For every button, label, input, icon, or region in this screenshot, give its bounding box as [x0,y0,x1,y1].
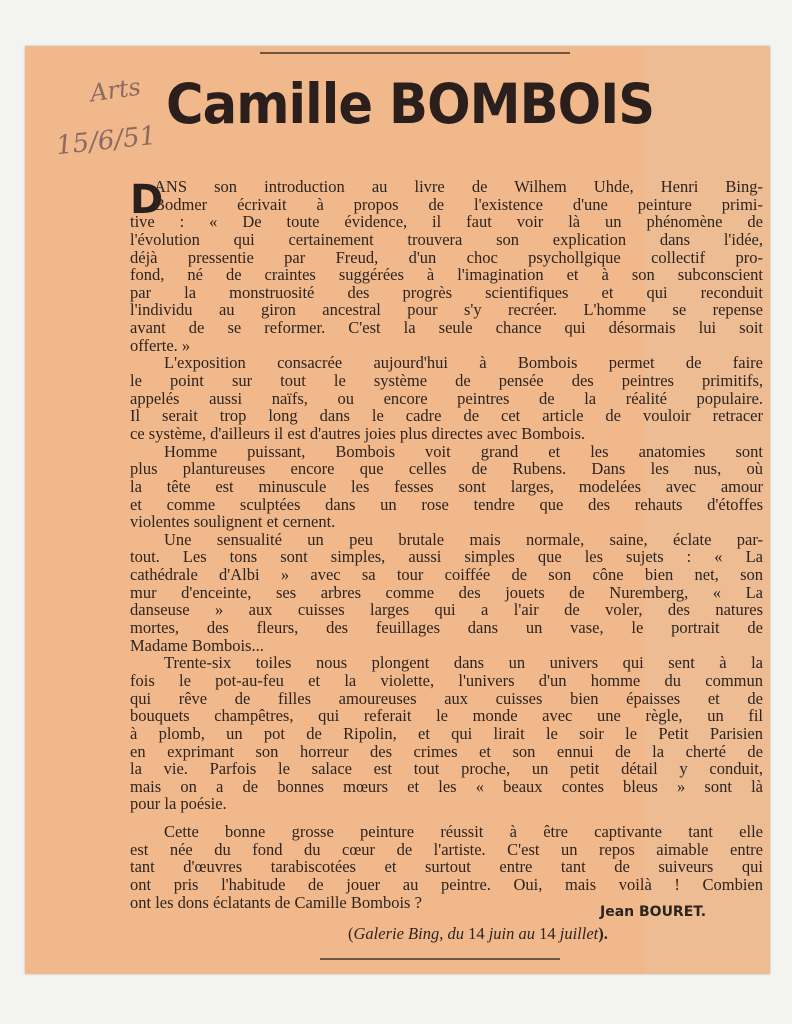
text-line: Une sensualité un peu brutale mais normale, saine, éclate par- [164,529,763,549]
text-line: fond, né de craintes suggérées à l'imagination et à son subconscient [130,265,763,285]
text-line: mais on a de bonnes mœurs et les « beaux contes bleus » sont là [130,776,763,796]
text-line: fois le pot-au-feu et la violette, l'univers d'un homme du commun [130,670,763,690]
paragraph [130,823,763,911]
text-line: l'évolution qui certainement trouvera son explication dans l'idée, [130,229,763,249]
paragraph [130,354,763,442]
text-line: cathédrale d'Albi » avec sa tour coiffée de son cône bien net, son [130,565,763,585]
text-line: avant de se reformer. C'est la seule chance qui désormais lui soit [130,318,763,338]
text-line: violentes soulignent et cernent. [130,512,336,532]
author-signature: Jean BOURET. [600,904,707,920]
gallery-venue: Galerie Bing, [353,924,444,943]
text-line: plus plantureuses encore que celles de Rubens. Dans les nus, où [130,459,763,479]
handwritten-publication: Arts [88,72,143,108]
text-line: tant d'œuvres tarabiscotées et surtout entre tant de suiveurs qui [130,857,763,877]
drop-cap: D [130,177,164,223]
text-line: Trente-six toiles nous plongent dans un univers qui sent à la [164,653,763,673]
gallery-close: ). [598,924,608,943]
text-line: ANS son introduction au livre de Wilhem Uhde, Henri Bing- [154,177,763,196]
text-line: par la monstruosité des progrès scientifiques et qui reconduit [130,282,763,302]
text-line: appelés aussi naïfs, ou encore peintres de la réalité populaire. [130,388,763,408]
start-month: juin [484,924,519,943]
text-line: pour la poésie. [130,794,227,814]
paragraph [130,654,763,813]
text-line: offerte. » [130,335,191,355]
text-line: Homme puissant, Bombois voit grand et les anatomies sont [164,441,763,461]
handwritten-date: 15/6/51 [54,120,158,162]
text-line: la vie. Parfois le salace est tout proche, un petit détail y conduit, [130,759,763,779]
text-line: Bodmer écrivait à propos de l'existence d'une peinture primi- [154,194,763,214]
article-body [130,178,763,911]
paragraph [130,531,763,654]
text-line: en exprimant son horreur des crimes et son ennui de la cherté de [130,741,763,761]
text-line: L'exposition consacrée aujourd'hui à Bombois permet de faire [164,353,763,373]
start-day: 14 [468,924,485,943]
text-line: tout. Les tons sont simples, aussi simples que les sujets : « La [130,547,763,567]
text-line: le point sur tout le système de pensée des peintres primitifs, [130,371,763,391]
text-line: bouquets champêtres, qui referait le monde avec une règle, un fil [130,706,763,726]
text-line: qui rêve de filles amoureuses aux cuisses bien épaisses et de [130,688,763,708]
text-line: Il serait trop long dans le cadre de cet article de vouloir retracer [130,406,763,426]
paragraph [130,178,763,354]
text-line: déjà pressentie par Freud, d'un choc psychollgique collectif pro- [130,247,763,267]
text-line: ont pris l'habitude de jouer au peintre. Oui, mais voilà ! Combien [130,874,763,894]
text-line: et comme sculptées dans un rose tendre que des rehauts d'étoffes [130,494,763,514]
end-day: 14 [535,924,560,943]
gallery-du: du [443,924,469,943]
text-line: mortes, des fleurs, des feuillages dans un vase, le portrait de [130,618,763,638]
bottom-rule [320,958,560,960]
text-line: ont les dons éclatants de Camille Bombois ? [130,892,422,912]
article-title: Camille BOMBOIS [166,72,655,136]
text-line: est née du fond du cœur de l'artiste. C'est un repos aimable entre [130,839,763,859]
end-month: juillet [559,924,599,943]
text-line: tive : « De toute évidence, il faut voir là un phénomène de [130,212,763,232]
gallery-open: ( [348,924,354,943]
text-line: la tête est minuscule les fesses sont larges, modelées avec amour [130,476,763,496]
gallery-note [348,924,608,944]
text-line: danseuse » aux cuisses larges qui a l'air de voler, des natures [130,600,763,620]
text-line: Cette bonne grosse peinture réussit à être captivante tant elle [164,822,763,842]
paragraph [130,443,763,531]
text-line: ce système, d'ailleurs il est d'autres joies plus directes avec Bombois. [130,423,585,443]
text-line: à plomb, un pot de Ripolin, et qui lirait le soir le Petit Parisien [130,723,763,743]
text-line: Madame Bombois... [130,635,264,655]
gallery-au: au [518,924,535,943]
text-line: mur d'enceinte, ses arbres comme des jouets de Nuremberg, « La [130,582,763,602]
text-line: l'individu au giron ancestral pour s'y recréer. L'homme se repense [130,300,763,320]
top-rule [260,52,570,54]
